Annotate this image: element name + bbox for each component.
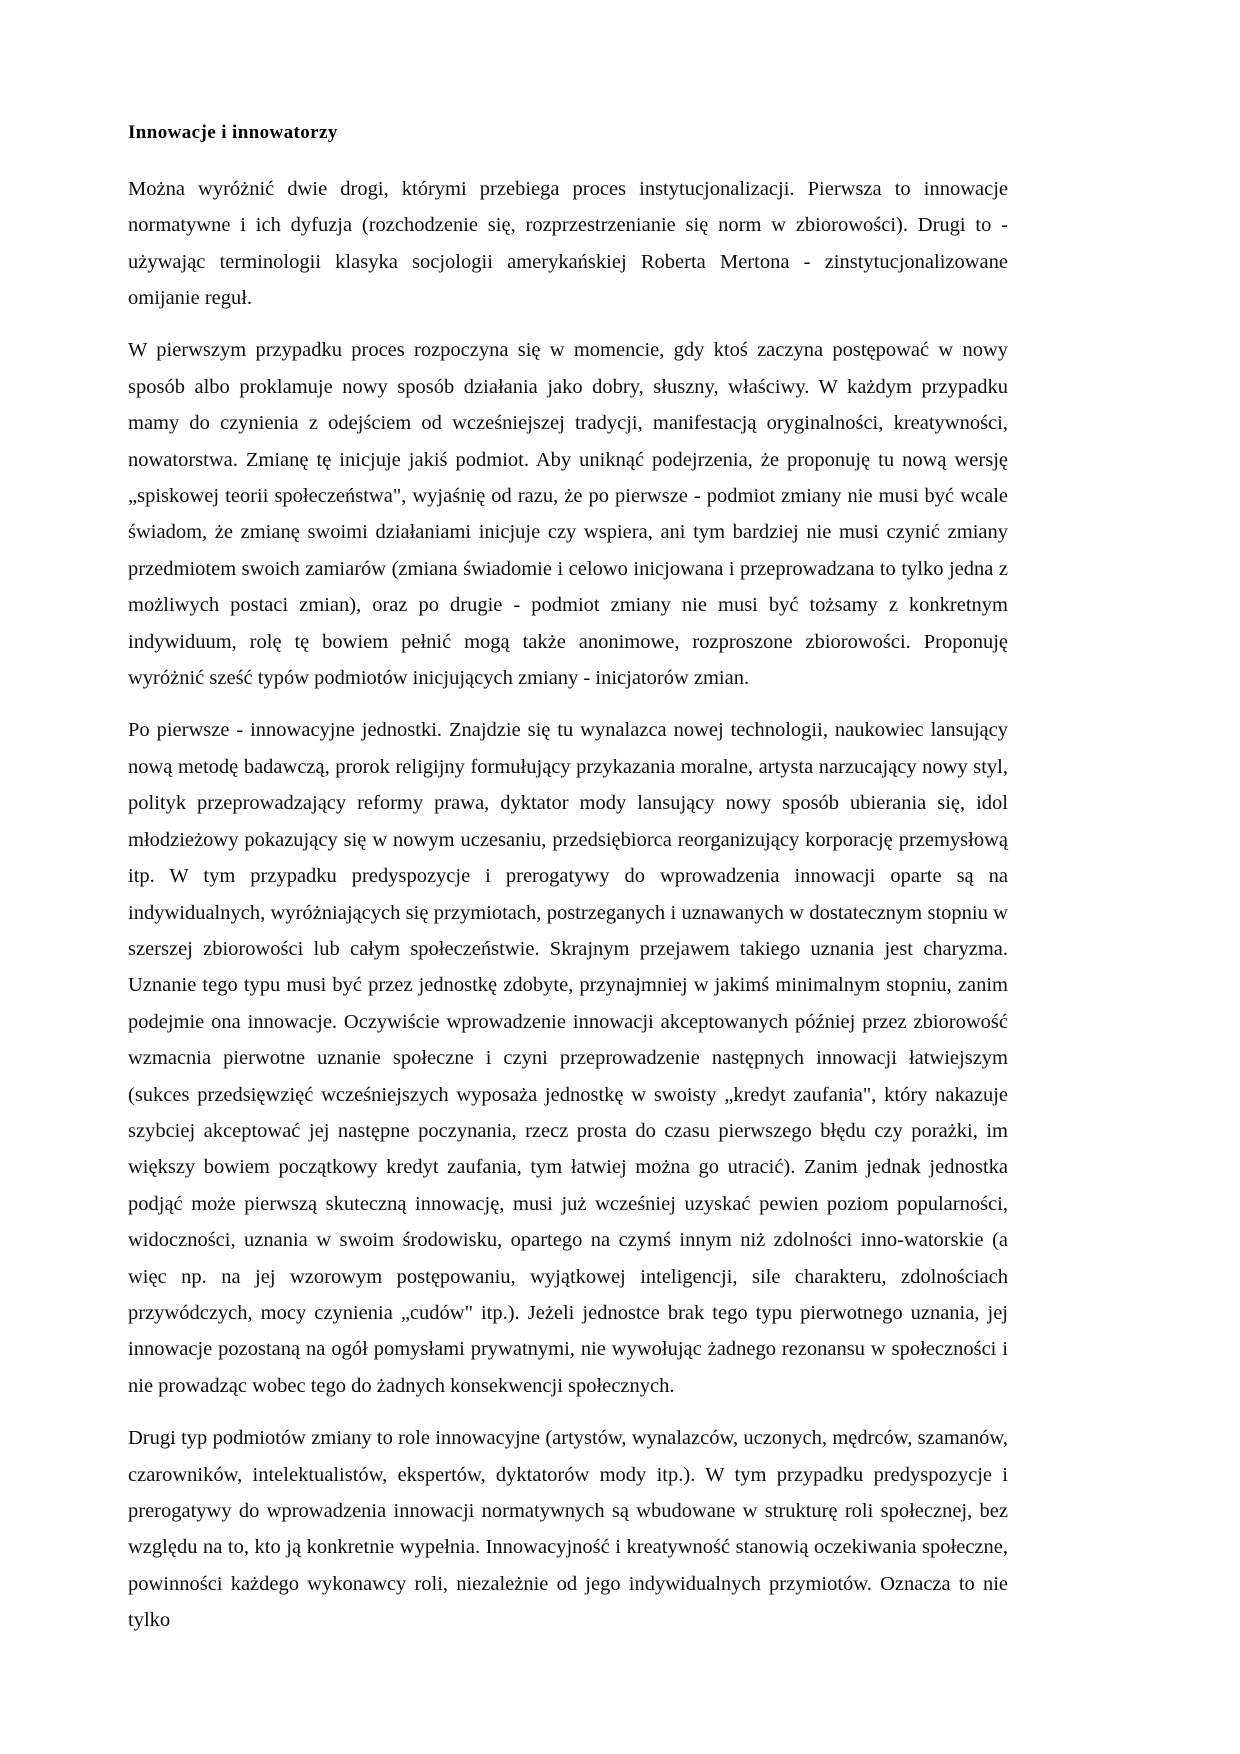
page-title: Innowacje i innowatorzy — [128, 122, 338, 143]
paragraph: W pierwszym przypadku proces rozpoczyna się w momencie, gdy ktoś zaczyna postępować w nowy sposób albo proklamuje nowy sposób działania jako dobry, słuszny, właściwy. W każdym przypadku mamy do czynienia z odejściem od wcześniejszej tradycji, manifestacją oryginalności, kreatywności, nowatorstwa. Zmianę tę inicjuje jakiś podmiot. Aby uniknąć podejrzenia, że proponuję tu nową wersję „spiskowej teorii społeczeństwa", wyjaśnię od razu, że po pierwsze - podmiot zmiany nie musi być wcale świadom, że zmianę swoimi działaniami inicjuje czy wspiera, ani tym bardziej nie musi czynić zmiany przedmiotem swoich zamiarów (zmiana świadomie i celowo inicjowana i przeprowadzana to tylko jedna z możliwych postaci zmian), oraz po drugie - podmiot zmiany nie musi być tożsamy z konkretnym indywiduum, rolę tę bowiem pełnić mogą także anonimowe, rozproszone zbiorowości. Proponuję wyróżnić sześć typów podmiotów inicjujących zmiany - inicjatorów zmian. — [128, 339, 1008, 690]
paragraph: Można wyróżnić dwie drogi, którymi przebiega proces instytucjonalizacji. Pierwsza to innowacje normatywne i ich dyfuzja (rozchodzenie się, rozprzestrzenianie się norm w zbiorowości). Drugi to - używając terminologii klasyka socjologii amerykańskiej Roberta Mertona - zinstytucjonalizowane omijanie reguł. — [128, 177, 1008, 310]
paragraph: Po pierwsze - innowacyjne jednostki. Znajdzie się tu wynalazca nowej technologii, naukowiec lansujący nową metodę badawczą, prorok religijny formułujący przykazania moralne, artysta narzucający nowy styl, polityk przeprowadzający reformy prawa, dyktator mody lansujący nowy sposób ubierania się, idol młodzieżowy pokazujący się w nowym uczesaniu, przedsiębiorca reorganizujący korporację przemysłową itp. W tym przypadku predyspozycje i prerogatywy do wprowadzenia innowacji oparte są na indywidualnych, wyróżniających się przymiotach, postrzeganych i uznawanych w dostatecznym stopniu w szerszej zbiorowości lub całym społeczeństwie. Skrajnym przejawem takiego uznania jest charyzma. Uznanie tego typu musi być przez jednostkę zdobyte, przynajmniej w jakimś minimalnym stopniu, zanim podejmie ona innowacje. Oczywiście wprowadzenie innowacji akceptowanych później przez zbiorowość wzmacnia pierwotne uznanie społeczne i czyni przeprowadzenie następnych innowacji łatwiejszym (sukces przedsięwzięć wcześniejszych wyposaża jednostkę w swoisty „kredyt zaufania", który nakazuje szybciej akceptować jej następne poczynania, rzecz prosta do czasu pierwszego błędu czy porażki, im większy bowiem początkowy kredyt zaufania, tym łatwiej można go utracić). Zanim jednak jednostka podjąć może pierwszą skuteczną innowację, musi już wcześniej uzyskać pewien poziom popularności, widoczności, uznania w swoim środowisku, opartego na czymś innym niż zdolności inno-watorskie (a więc np. na jej wzorowym postępowaniu, wyjątkowej inteligencji, sile charakteru, zdolnościach przywódczych, mocy czynienia „cudów" itp.). Jeżeli jednostce brak tego typu pierwotnego uznania, jej innowacje pozostaną na ogół pomysłami prywatnymi, nie wywołując żadnego rezonansu w społeczności i nie prowadząc wobec tego do żadnych konsekwencji społecznych. — [128, 719, 1008, 1397]
paragraph: Drugi typ podmiotów zmiany to role innowacyjne (artystów, wynalazców, uczonych, mędrców, szamanów, czarowników, intelektualistów, ekspertów, dyktatorów mody itp.). W tym przypadku predyspozycje i prerogatywy do wprowadzenia innowacji normatywnych są wbudowane w strukturę roli społecznej, bez względu na to, kto ją konkretnie wypełnia. Innowacyjność i kreatywność stanowią oczekiwania społeczne, powinności każdego wykonawcy roli, niezależnie od jego indywidualnych przymiotów. Oznacza to nie tylko — [128, 1427, 1008, 1632]
document-body — [128, 122, 1008, 1639]
